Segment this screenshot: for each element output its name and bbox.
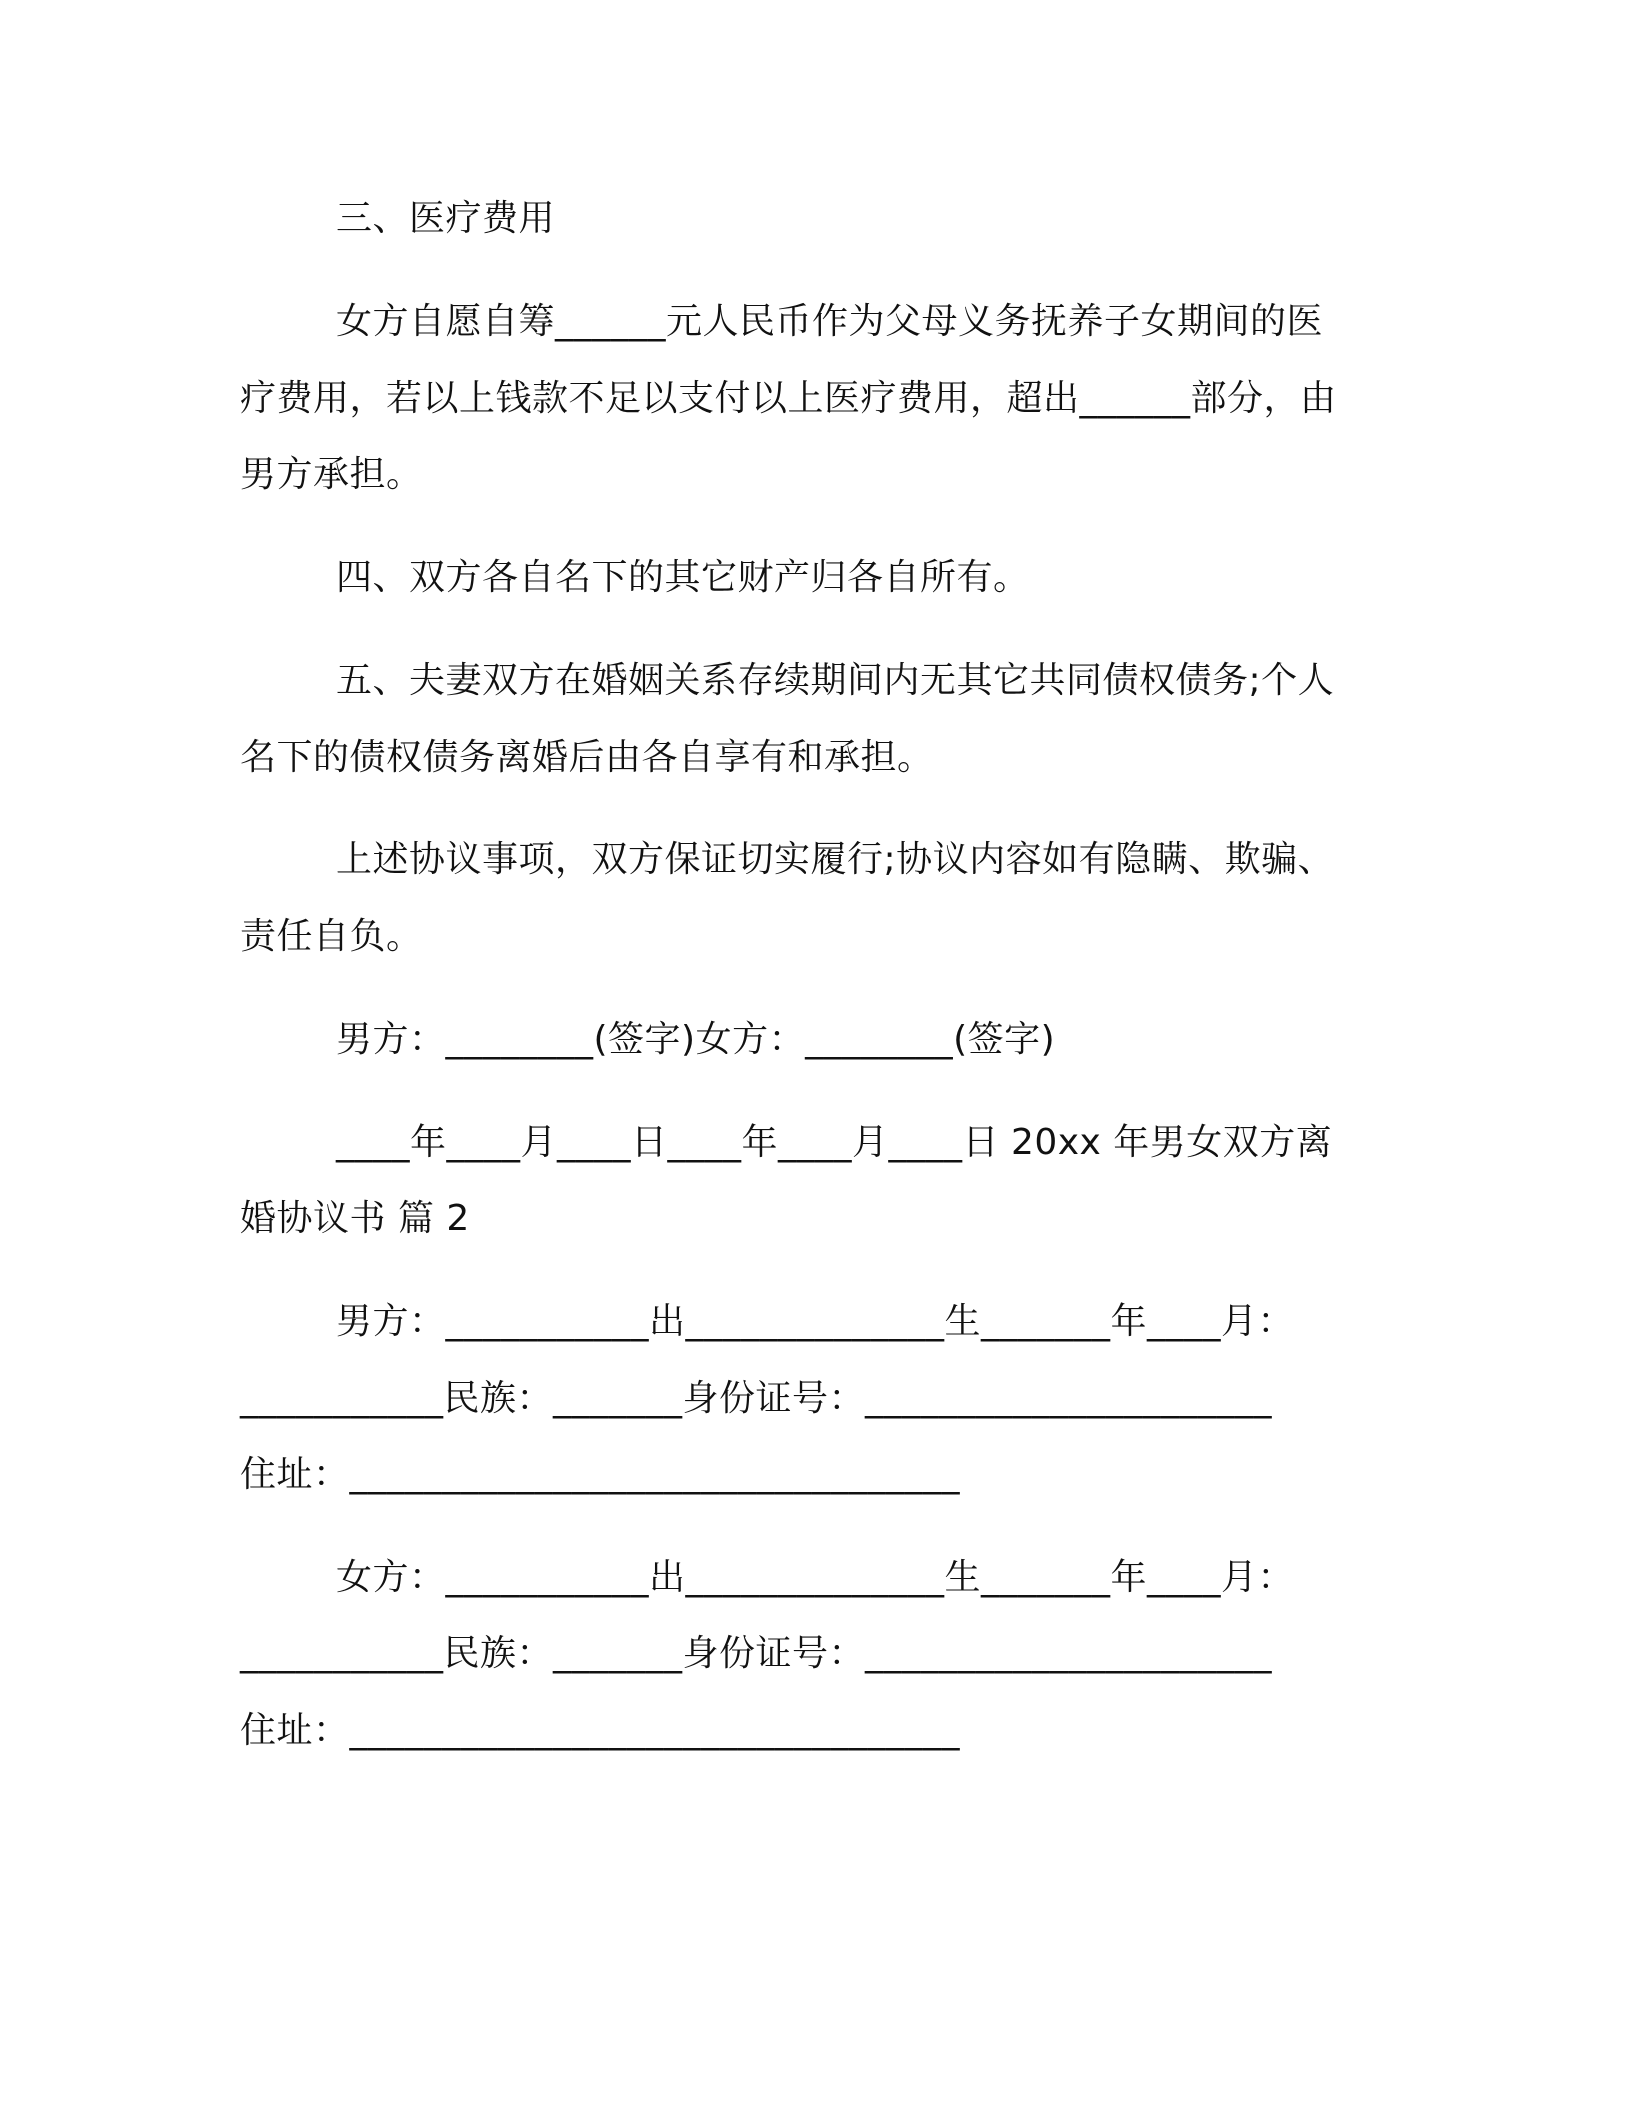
paragraph-line: 男方承担。 bbox=[240, 454, 423, 495]
male-address-line: 住址：_________________________________ bbox=[240, 1454, 961, 1495]
paragraph-line: 女方自愿自筹______元人民币作为父母义务抚养子女期间的医 bbox=[336, 301, 1324, 342]
female-address-line: 住址：_________________________________ bbox=[240, 1710, 961, 1751]
signature-line: 男方：________(签字)女方：________(签字) bbox=[336, 1019, 1056, 1060]
section-heading-property: 四、双方各自名下的其它财产归各自所有。 bbox=[336, 557, 1030, 598]
female-info-line: 女方：___________出______________生_______年____月： bbox=[336, 1557, 1295, 1598]
male-info-line: 男方：___________出______________生_______年____月： bbox=[336, 1301, 1295, 1342]
date-line: ____年____月____日____年____月____日 20xx 年男女双方离 bbox=[336, 1122, 1333, 1163]
paragraph-line: 责任自负。 bbox=[240, 916, 423, 957]
document-title-line: 婚协议书 篇 2 bbox=[240, 1198, 470, 1239]
paragraph-line: 名下的债权债务离婚后由各自享有和承担。 bbox=[240, 737, 934, 778]
section-heading-medical: 三、医疗费用 bbox=[336, 198, 556, 239]
paragraph-line: 五、夫妻双方在婚姻关系存续期间内无其它共同债权债务;个人 bbox=[336, 660, 1335, 701]
male-info-line: ___________民族：_______身份证号：______________________ bbox=[240, 1378, 1273, 1419]
female-info-line: ___________民族：_______身份证号：______________________ bbox=[240, 1633, 1273, 1674]
paragraph-line: 疗费用，若以上钱款不足以支付以上医疗费用，超出______部分，由 bbox=[240, 378, 1337, 419]
paragraph-line: 上述协议事项，双方保证切实履行;协议内容如有隐瞒、欺骗、 bbox=[336, 839, 1335, 880]
